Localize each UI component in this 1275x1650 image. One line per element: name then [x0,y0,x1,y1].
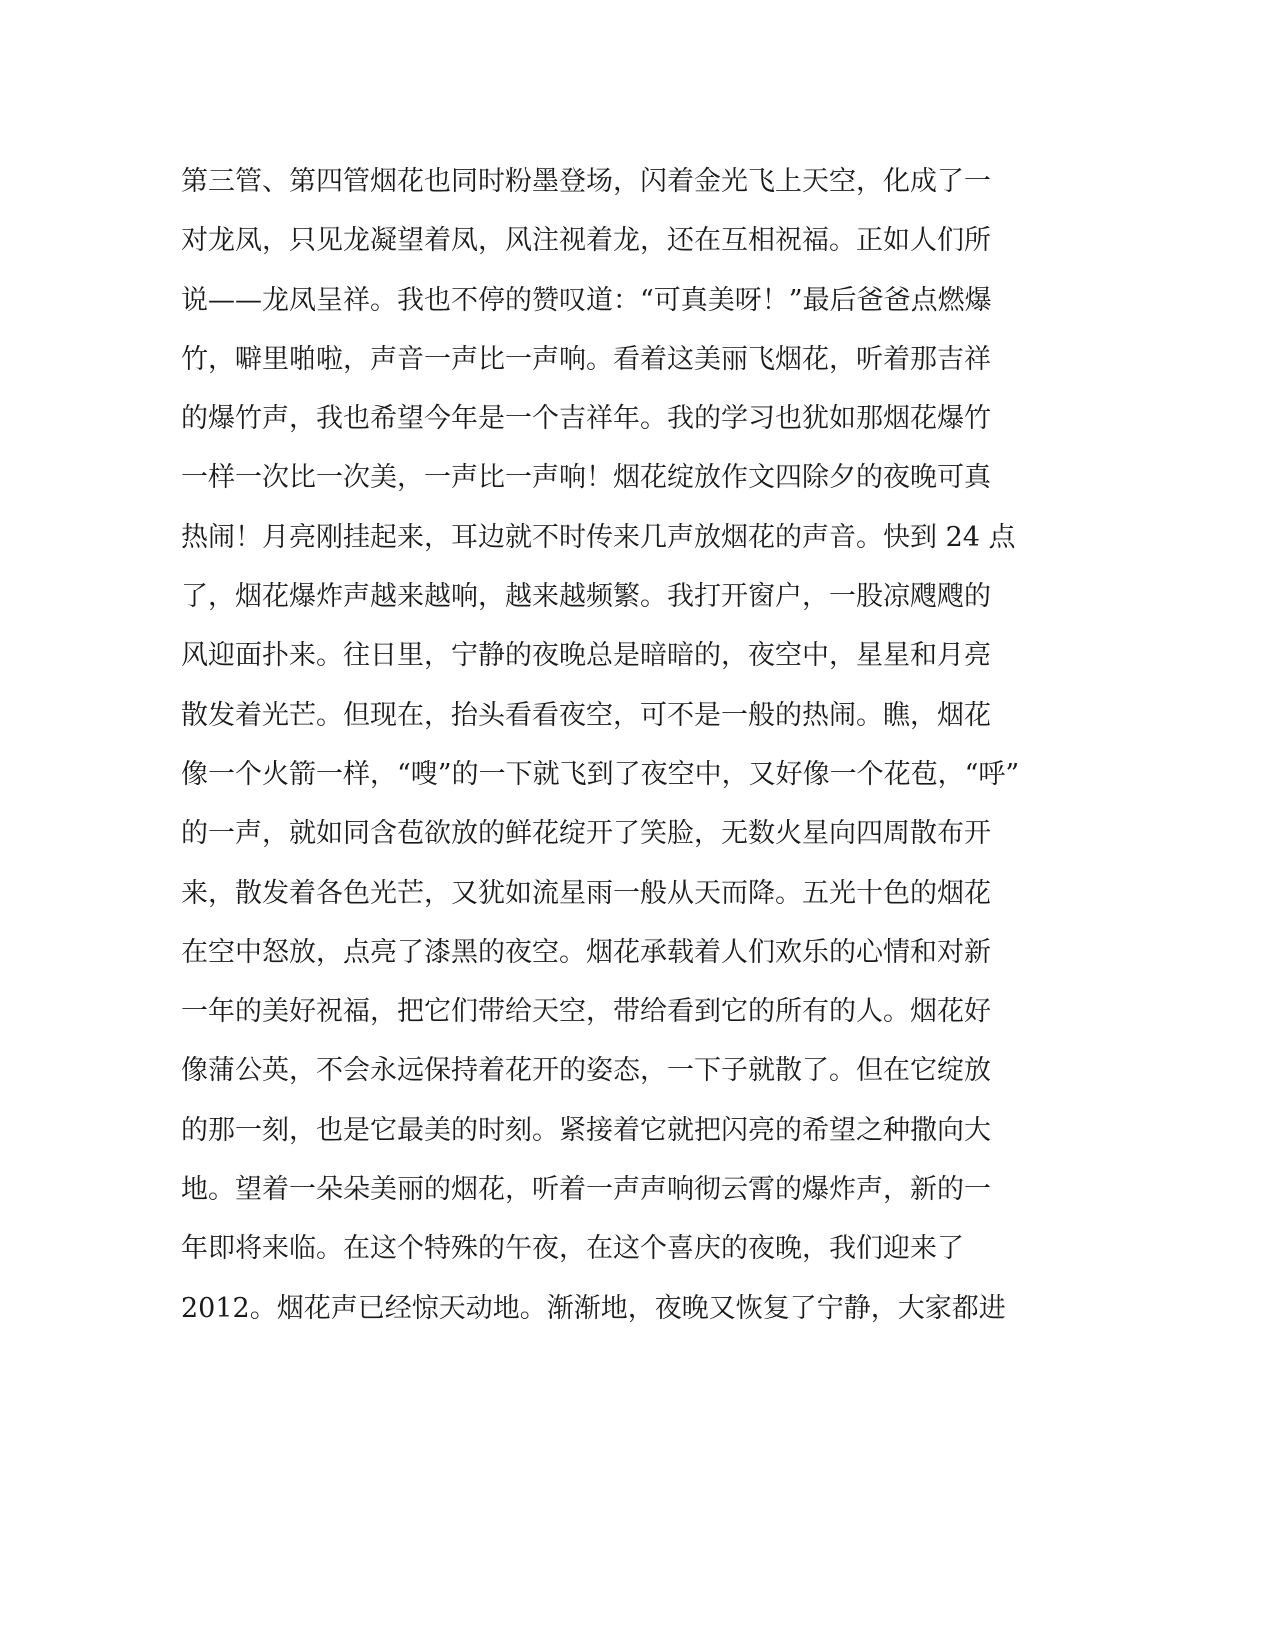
text-line: 对龙凤，只见龙凝望着凤，风注视着龙，还在互相祝福。正如人们所 [181,225,991,257]
body-text [181,162,1061,1348]
text-line: 一年的美好祝福，把它们带给天空，带给看到它的所有的人。烟花好 [181,996,991,1028]
text-line: 来，散发着各色光芒，又犹如流星雨一般从天而降。五光十色的烟花 [181,877,991,909]
text-line: 年即将来临。在这个特殊的午夜，在这个喜庆的夜晚，我们迎来了 [181,1233,964,1265]
text-line: 的那一刻，也是它最美的时刻。紧接着它就把闪亮的希望之种撒向大 [181,1114,991,1146]
text-line: 竹，噼里啪啦，声音一声比一声响。看着这美丽飞烟花，听着那吉祥 [181,343,991,375]
text-line: 地。望着一朵朵美丽的烟花，听着一声声响彻云霄的爆炸声，新的一 [181,1174,991,1206]
text-line: 散发着光芒。但现在，抬头看看夜空，可不是一般的热闹。瞧，烟花 [181,699,991,731]
text-line: 了，烟花爆炸声越来越响，越来越频繁。我打开窗户，一股凉飕飕的 [181,581,991,613]
text-line: 一样一次比一次美，一声比一声响！烟花绽放作文四除夕的夜晚可真 [181,462,991,494]
text-line: 的爆竹声，我也希望今年是一个吉祥年。我的学习也犹如那烟花爆竹 [181,403,991,435]
text-line: 热闹！月亮刚挂起来，耳边就不时传来几声放烟花的声音。快到 24 点 [181,521,1016,553]
text-line: 第三管、第四管烟花也同时粉墨登场，闪着金光飞上天空，化成了一 [181,166,991,197]
text-line: 说——龙凤呈祥。我也不停的赞叹道：“可真美呀！”最后爸爸点燃爆 [181,284,992,316]
text-line: 在空中怒放，点亮了漆黑的夜空。烟花承载着人们欢乐的心情和对新 [181,936,991,968]
text-line: 2012。烟花声已经惊天动地。渐渐地，夜晚又恢复了宁静，大家都进 [181,1292,1006,1324]
text-line: 像蒲公英，不会永远保持着花开的姿态，一下子就散了。但在它绽放 [181,1055,991,1087]
text-line: 风迎面扑来。往日里，宁静的夜晚总是暗暗的，夜空中，星星和月亮 [181,640,991,672]
text-line: 像一个火箭一样，“嗖”的一下就飞到了夜空中，又好像一个花苞，“呼” [181,758,1020,790]
text-line: 的一声，就如同含苞欲放的鲜花绽开了笑脸，无数火星向四周散布开 [181,818,991,850]
